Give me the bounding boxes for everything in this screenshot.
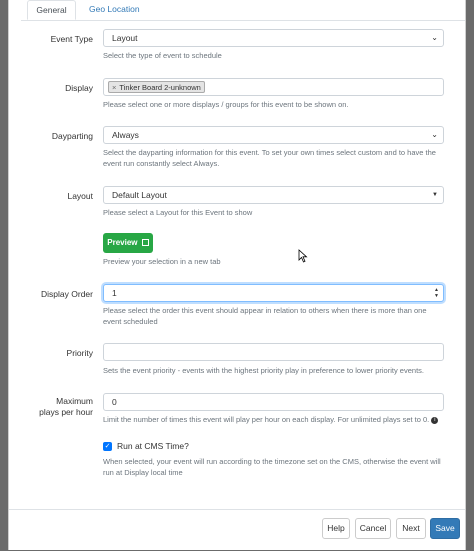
layout-value: Default Layout [112,190,167,200]
chevron-down-icon: ⌄ [431,33,438,42]
caret-down-icon: ▼ [432,192,438,198]
event-type-value: Layout [112,33,138,43]
external-window-icon [142,239,149,246]
display-tag-label: Tinker Board 2-unknown [119,83,201,92]
display-order-input[interactable] [103,284,444,302]
display-order-help: Please select the order this event should appear in relation to others when there is more than one event scheduled [103,306,427,326]
chevron-down-icon: ⌄ [431,130,438,139]
cancel-button[interactable]: Cancel [355,518,391,539]
max-plays-help: Limit the number of times this event will play per hour on each display. For unlimited plays set to 0. i [103,414,441,425]
tab-bar [21,0,465,21]
layout-help: Please select a Layout for this Event to show [103,208,253,217]
dayparting-select[interactable] [103,126,444,144]
mouse-cursor-icon [298,249,308,263]
display-multiselect[interactable] [103,78,444,96]
event-type-help: Select the type of event to schedule [103,51,222,60]
dayparting-value: Always [112,130,139,140]
tab-general[interactable]: General [27,0,76,20]
layout-select[interactable] [103,186,444,204]
priority-help: Sets the event priority - events with the highest priority play in preference to lower priority events. [103,366,424,375]
display-order-label: Display Order [41,289,93,299]
priority-input[interactable] [103,343,444,361]
max-plays-label: Maximum plays per hour [39,396,93,417]
tag-remove-icon[interactable]: × [112,83,117,92]
display-label: Display [65,83,93,93]
dayparting-label: Dayparting [51,131,93,141]
max-plays-value: 0 [112,397,117,407]
event-type-select[interactable] [103,29,444,47]
layout-label: Layout [67,191,93,201]
display-order-value: 1 [112,288,117,298]
info-icon[interactable]: i [431,417,438,424]
schedule-event-modal [8,0,466,550]
preview-button[interactable]: Preview [103,233,153,253]
preview-help: Preview your selection in a new tab [103,257,221,266]
help-button[interactable]: Help [322,518,350,539]
display-help: Please select one or more displays / groups for this event to be shown on. [103,100,349,109]
run-at-cms-label[interactable]: Run at CMS Time? [117,441,189,451]
display-tag [108,81,205,93]
next-button[interactable]: Next [396,518,426,539]
tab-geo-location[interactable]: Geo Location [89,4,140,14]
number-spinner-icon[interactable]: ▲ ▼ [434,287,439,299]
run-at-cms-help: When selected, your event will run according to the timezone set on the CMS, otherwise the event will run at Display local time [103,457,441,477]
run-at-cms-checkbox[interactable]: ✓ [104,443,111,450]
max-plays-input[interactable] [103,393,444,411]
event-type-label: Event Type [50,34,93,44]
priority-label: Priority [66,348,93,358]
modal-footer [9,509,465,551]
save-button[interactable]: Save [430,518,460,539]
dayparting-help: Select the dayparting information for this event. To set your own times select custom and to have the event run constantly select Always. [103,148,436,168]
